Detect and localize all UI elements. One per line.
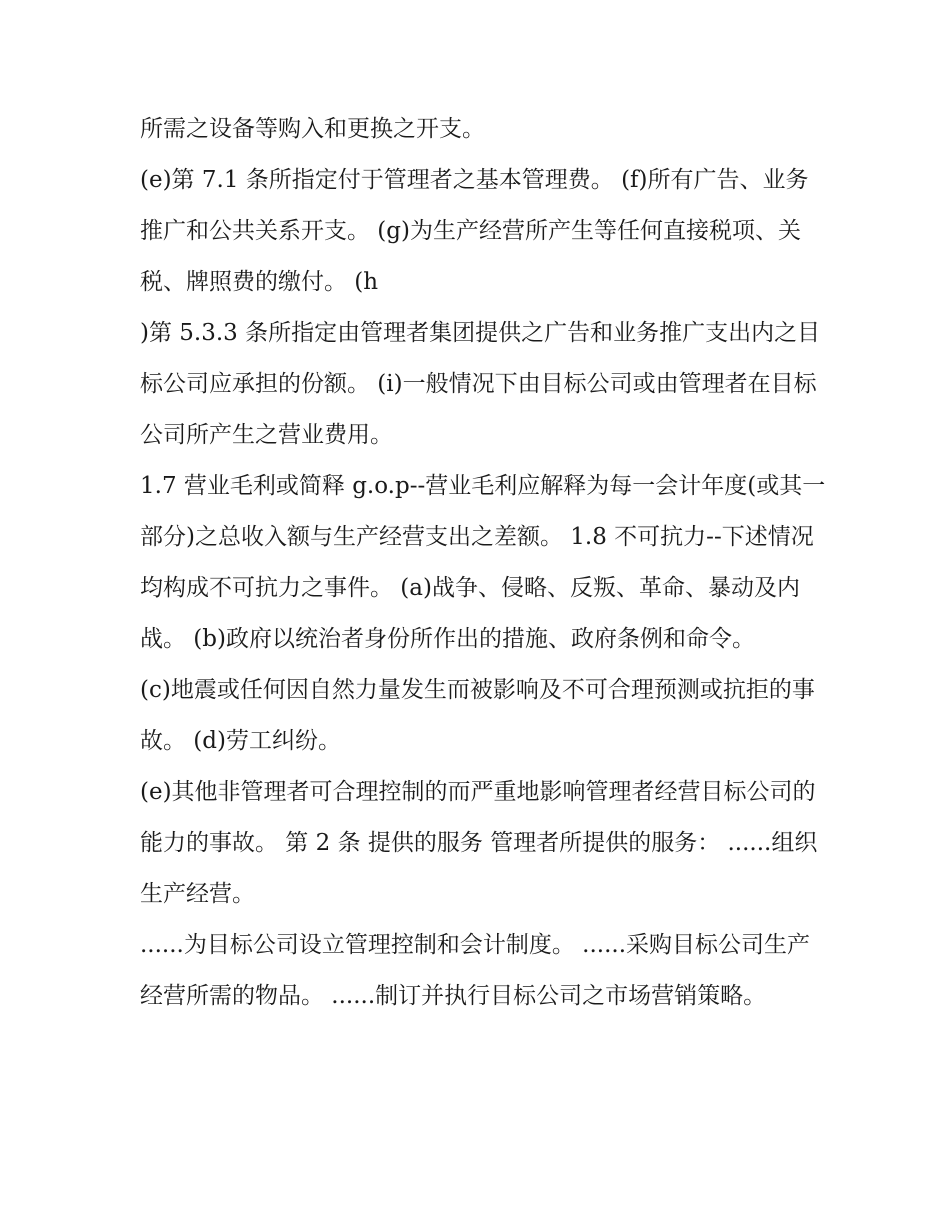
paragraph-4: 1.7 营业毛利或简释 g.o.p--营业毛利应解释为每一会计年度(或其一部分)之总收入额与生产经营支出之差额。 1.8 不可抗力--下述情况均构成不可抗力之事件。 (a)战争、侵略、反叛、革命、暴动及内战。 (b)政府以统治者身份所作出的措施、政府条例和命令。 (140, 473, 826, 652)
paragraph-6: (e)其他非管理者可合理控制的而严重地影响管理者经营目标公司的能力的事故。 第 2 条 提供的服务 管理者所提供的服务： ......组织生产经营。 (140, 779, 818, 907)
paragraph-7: ......为目标公司设立管理控制和会计制度。 ......采购目标公司生产经营所需的物品。 ......制订并执行目标公司之市场营销策略。 (140, 932, 811, 1009)
paragraph-5: (c)地震或任何因自然力量发生而被影响及不可合理预测或抗拒的事故。 (d)劳工纠纷。 (140, 677, 815, 754)
paragraph-1: 所需之设备等购入和更换之开支。 (140, 116, 485, 142)
paragraph-3: )第 5.3.3 条所指定由管理者集团提供之广告和业务推广支出内之目标公司应承担的份额。 (i)一般情况下由目标公司或由管理者在目标公司所产生之营业费用。 (140, 320, 821, 448)
document-page (140, 104, 830, 1022)
paragraph-2: (e)第 7.1 条所指定付于管理者之基本管理费。 (f)所有广告、业务推广和公共关系开支。 (g)为生产经营所产生等任何直接税项、关税、牌照费的缴付。 (h (140, 167, 809, 295)
